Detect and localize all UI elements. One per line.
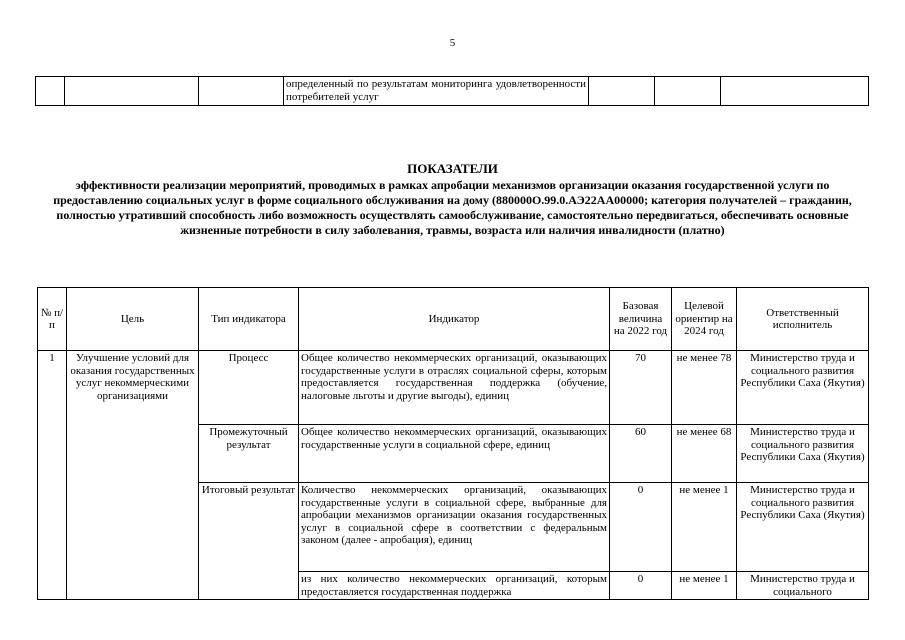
base-value: 70 (610, 351, 672, 425)
indicator-type: Итоговый результат (199, 483, 299, 600)
indicator-text: Общее количество некоммерческих организаций, оказывающих государственные услуги в отраслях социальной сферы, которым предоставляется государственная поддержка (обучение, налоговые льготы и другие выгоды), единиц (299, 351, 610, 425)
page-number: 5 (449, 37, 456, 49)
continuation-table (35, 76, 869, 106)
indicator-type: Процесс (199, 351, 299, 425)
header-goal: Цель (67, 288, 199, 351)
target-value: не менее 1 (672, 572, 737, 600)
responsible-executor: Министерство труда и социального развития Республики Саха (Якутия) (737, 351, 869, 425)
continuation-cell-num (36, 77, 65, 106)
responsible-executor: Министерство труда и социального (737, 572, 869, 600)
continuation-cell-base (589, 77, 655, 106)
continuation-cell-type (199, 77, 284, 106)
target-value: не менее 78 (672, 351, 737, 425)
section-subtitle: эффективности реализации мероприятий, проводимых в рамках апробации механизмов организации оказания государственной услуги по предоставлению социальных услуг в форме социального обслуживания на дому (880000О.99.0.АЭ22АА00000; категория получателей – гражданин, полностью утративший способность либо возможность осуществлять самообслуживание, самостоятельно передвигаться, обеспечивать основные жизненные потребности в силу заболевания, травмы, возраста или наличия инвалидности (платно) (53, 178, 852, 237)
base-value: 0 (610, 483, 672, 572)
header-base: Базовая величина на 2022 год (610, 288, 672, 351)
continuation-cell-responsible (721, 77, 869, 106)
indicators-table (37, 287, 869, 600)
header-target: Целевой ориентир на 2024 год (672, 288, 737, 351)
continuation-cell-indicator: определенный по результатам мониторинга удовлетворенности потребителей услуг (284, 77, 589, 106)
indicator-text: Количество некоммерческих организаций, оказывающих государственные услуги в социальной сфере, выбранные для апробации механизмов организации оказания государственных услуг в социальной сфере в соответствии с федеральным законом (далее - апробация), единиц (299, 483, 610, 572)
target-value: не менее 1 (672, 483, 737, 572)
header-type: Тип индикатора (199, 288, 299, 351)
header-num: № п/п (38, 288, 67, 351)
section-title: ПОКАЗАТЕЛИ (407, 161, 498, 176)
continuation-cell-target (655, 77, 721, 106)
responsible-executor: Министерство труда и социального развития Республики Саха (Якутия) (737, 483, 869, 572)
goal-num: 1 (38, 351, 67, 600)
header-responsible: Ответственный исполнитель (737, 288, 869, 351)
indicator-type: Промежуточный результат (199, 425, 299, 483)
indicator-text: из них количество некоммерческих организаций, которым предоставляется государственная поддержка (299, 572, 610, 600)
continuation-row (36, 77, 869, 106)
responsible-executor: Министерство труда и социального развития Республики Саха (Якутия) (737, 425, 869, 483)
continuation-cell-goal (65, 77, 199, 106)
table-header-row (38, 288, 869, 351)
base-value: 60 (610, 425, 672, 483)
table-row (38, 351, 869, 425)
header-indicator: Индикатор (299, 288, 610, 351)
indicator-text: Общее количество некоммерческих организаций, оказывающих государственные услуги в социальной сфере, единиц (299, 425, 610, 483)
goal-text: Улучшение условий для оказания государственных услуг некоммерческими организациями (67, 351, 199, 600)
base-value: 0 (610, 572, 672, 600)
target-value: не менее 68 (672, 425, 737, 483)
